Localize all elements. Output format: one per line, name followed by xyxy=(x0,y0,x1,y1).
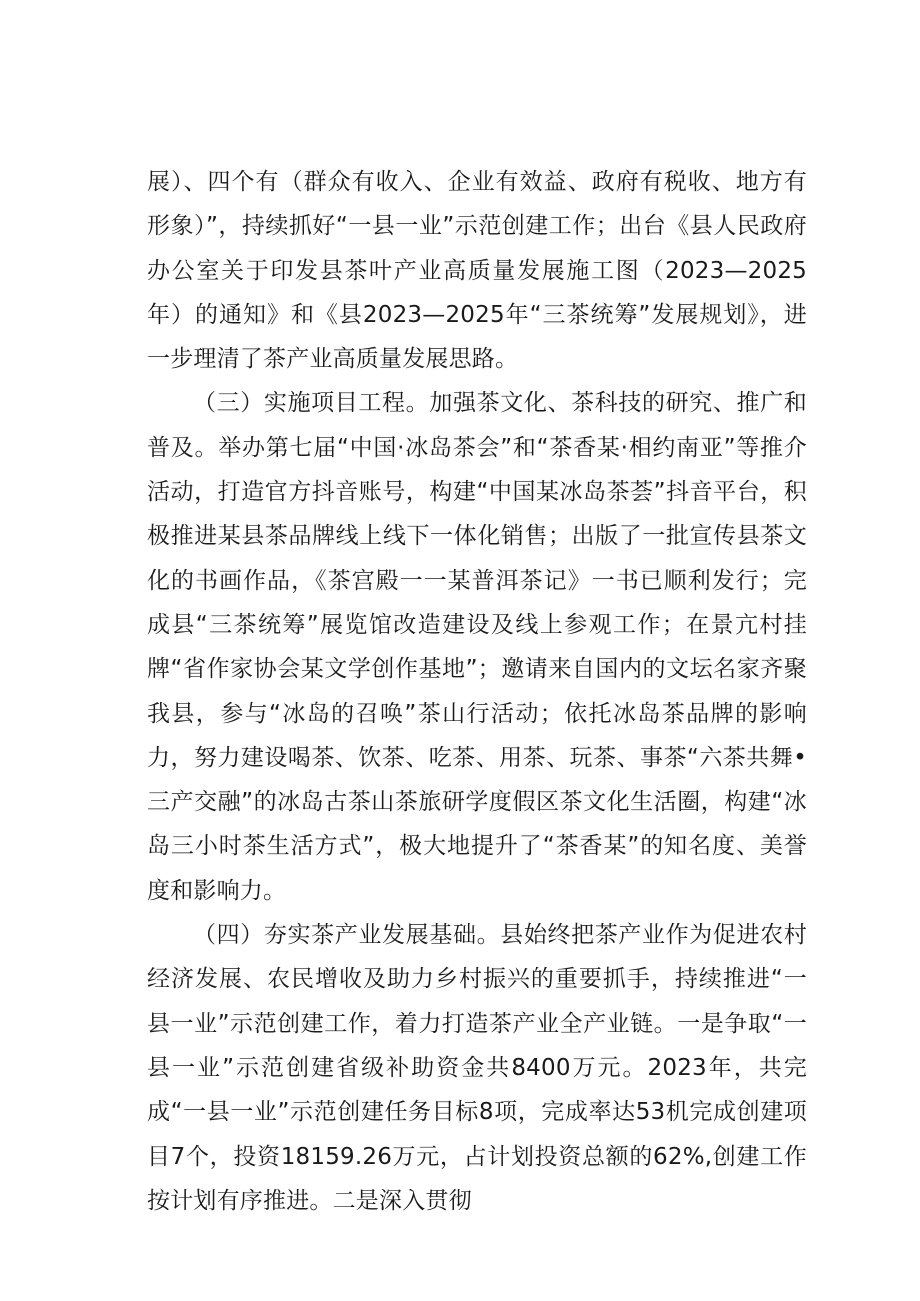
document-body xyxy=(147,160,807,1223)
paragraph-continued: 展）、四个有（群众有收入、企业有效益、政府有税收、地方有形象）”，持续抓好“一县一业”示范创建工作；出台《县人民政府办公室关于印发县茶叶产业高质量发展施工图（2023—2025年）的通知》和《县2023—2025年“三茶统筹”发展规划》，进一步理清了茶产业高质量发展思路。 xyxy=(147,169,807,373)
paragraph-section-three: （三）实施项目工程。加强茶文化、茶科技的研究、推广和普及。举办第七届“中国·冰岛茶会”和“茶香某·相约南亚”等推介活动，打造官方抖音账号，构建“中国某冰岛茶荟”抖音平台，积极推进某县茶品牌线上线下一体化销售；出版了一批宣传县茶文化的书画作品，《茶宫殿一一某普洱茶记》一书已顺利发行；完成县“三茶统筹”展览馆改造建设及线上参观工作；在景亢村挂牌“省作家协会某文学创作基地”；邀请来自国内的文坛名家齐聚我县，参与“冰岛的召唤”茶山行活动；依托冰岛茶品牌的影响力，努力建设喝茶、饮茶、吃茶、用茶、玩茶、事茶“六茶共舞•三产交融”的冰岛古茶山茶旅研学度假区茶文化生活圈，构建“冰岛三小时茶生活方式”，极大地提升了“茶香某”的知名度、美誉度和影响力。 xyxy=(147,390,807,904)
paragraph-section-four: （四）夯实茶产业发展基础。县始终把茶产业作为促进农村经济发展、农民增收及助力乡村振兴的重要抓手，持续推进“一县一业”示范创建工作，着力打造茶产业全产业链。一是争取“一县一业”示范创建省级补助资金共8400万元。2023年，共完成“一县一业”示范创建任务目标8项，完成率达53机完成创建项目7个，投资18159.26万元，占计划投资总额的62%,创建工作按计划有序推进。二是深入贯彻 xyxy=(147,922,807,1214)
